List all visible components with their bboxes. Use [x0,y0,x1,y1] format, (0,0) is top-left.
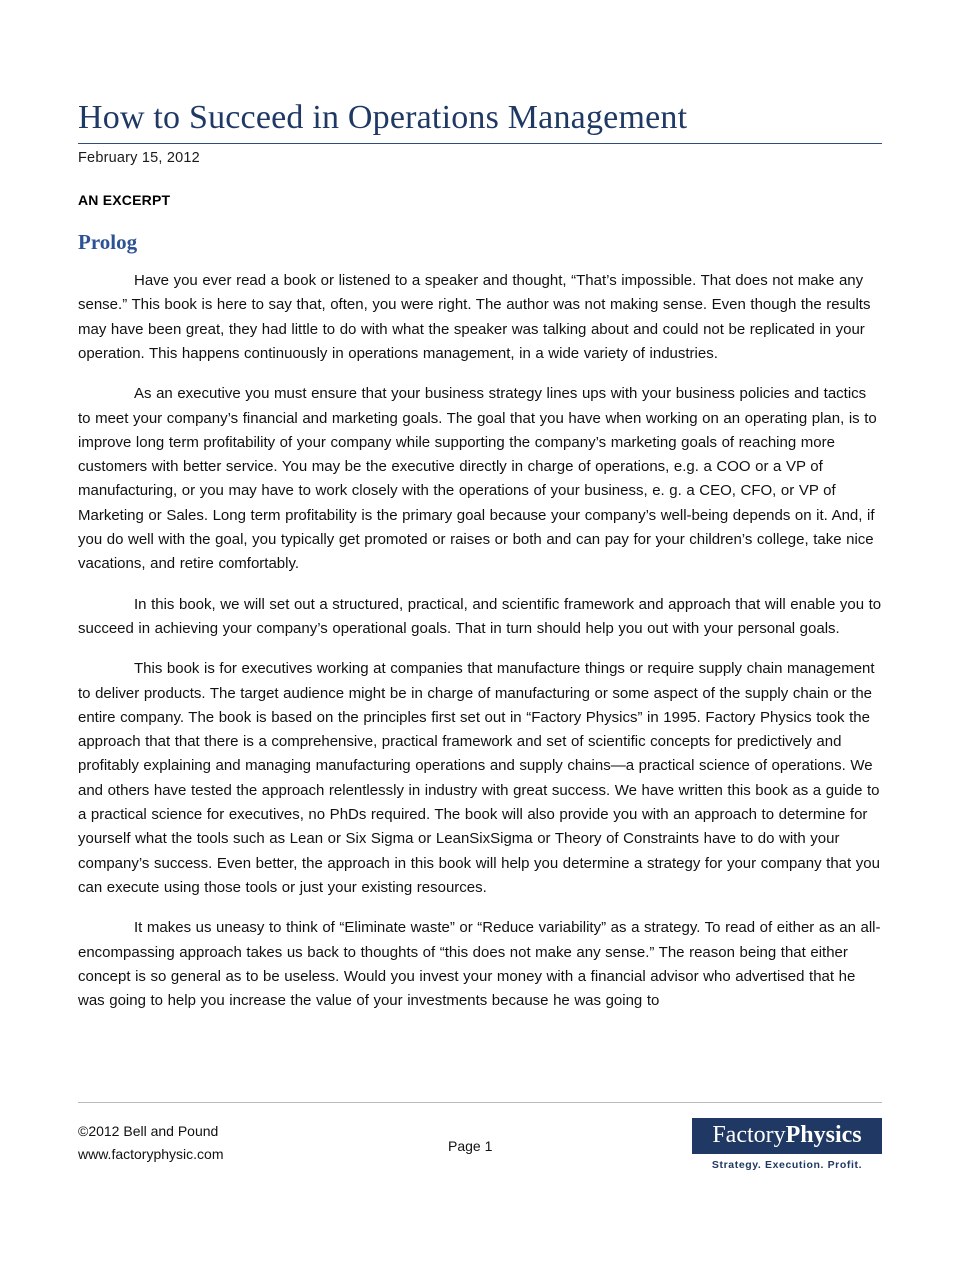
section-heading-prolog: Prolog [78,230,138,255]
logo-word-physics: Physics [785,1122,862,1148]
body-paragraph: Have you ever read a book or listened to a speaker and thought, “That’s impossible. That does not make any sense.” This book is here to say that, often, you were right. The author was not making sense. Even though the results may have been great, they had little to do with what the speaker was talking about and could not be replicated in your operation. This happens continuously in operations management, in a wide variety of industries. [78,272,871,362]
logo-wordmark [692,1118,882,1154]
document-date: February 15, 2012 [78,150,200,167]
title-divider [78,143,882,144]
body-paragraph: It makes us uneasy to think of “Eliminate waste” or “Reduce variability” as a strategy. To read of either as an all-encompassing approach takes us back to thoughts of “this does not make any sense.” The reason being that either concept is so general as to be useless. Would you invest your money with a financial advisor who advertised that he was going to help you increase the value of your investments because he was going to [78,919,881,1010]
page-title: How to Succeed in Operations Management [78,99,688,136]
document-content [78,98,882,1013]
body-paragraph: This book is for executives working at companies that manufacture things or require supply chain management to deliver products. The target audience might be in charge of manufacturing or some aspect of the supply chain or the entire company. The book is based on the principles first set out in “Factory Physics” in 1995. Factory Physics took the approach that that there is a comprehensive, practical framework and set of scientific concepts for predictively and profitably explaining and managing manufacturing operations and supply chains—a practical science of operations. We and others have tested the approach relentlessly in industry with great success. We have written this book as a guide to a practical science for executives, no PhDs required. The book will also provide you with an approach to determine for yourself what the tools such as Lean or Six Sigma or LeanSixSigma or Theory of Constraints have to do with your company’s success. Even better, the approach in this book will help you determine a strategy for your company that you can execute using those tools or just your existing resources. [78,660,880,896]
footer-website: www.factoryphysic.com [78,1146,224,1163]
factory-physics-logo [692,1118,882,1171]
page-number: Page 1 [448,1138,493,1154]
footer-left-block [78,1120,223,1166]
logo-word-factory: Factory [712,1122,786,1148]
footer-copyright: ©2012 Bell and Pound [78,1123,219,1139]
footer-divider [78,1102,882,1103]
body-paragraph: In this book, we will set out a structured, practical, and scientific framework and approach that will enable you to succeed in achieving your company’s operational goals. That in turn should help you out with your personal goals. [78,595,882,637]
page-footer [78,1112,882,1202]
logo-tagline: Strategy. Execution. Profit. [711,1159,863,1171]
body-paragraph: As an executive you must ensure that your business strategy lines ups with your business policies and tactics to meet your company’s financial and marketing goals. The goal that you have when working on an operating plan, is to improve long term profitability of your company while supporting the company’s marketing goals of reaching more customers with better service. You may be the executive directly in charge of operations, e.g. a COO or a VP of manufacturing, or you may have to work closely with the operations of your business, e. g. a CEO, CFO, or VP of Marketing or Sales. Long term profitability is the primary goal because your company’s well-being depends on it. And, if you do well with the goal, you typically get promoted or raises or both and can pay for your children’s college, take nice vacations, and retire comfortably. [78,385,877,573]
excerpt-label: AN EXCERPT [78,192,171,209]
